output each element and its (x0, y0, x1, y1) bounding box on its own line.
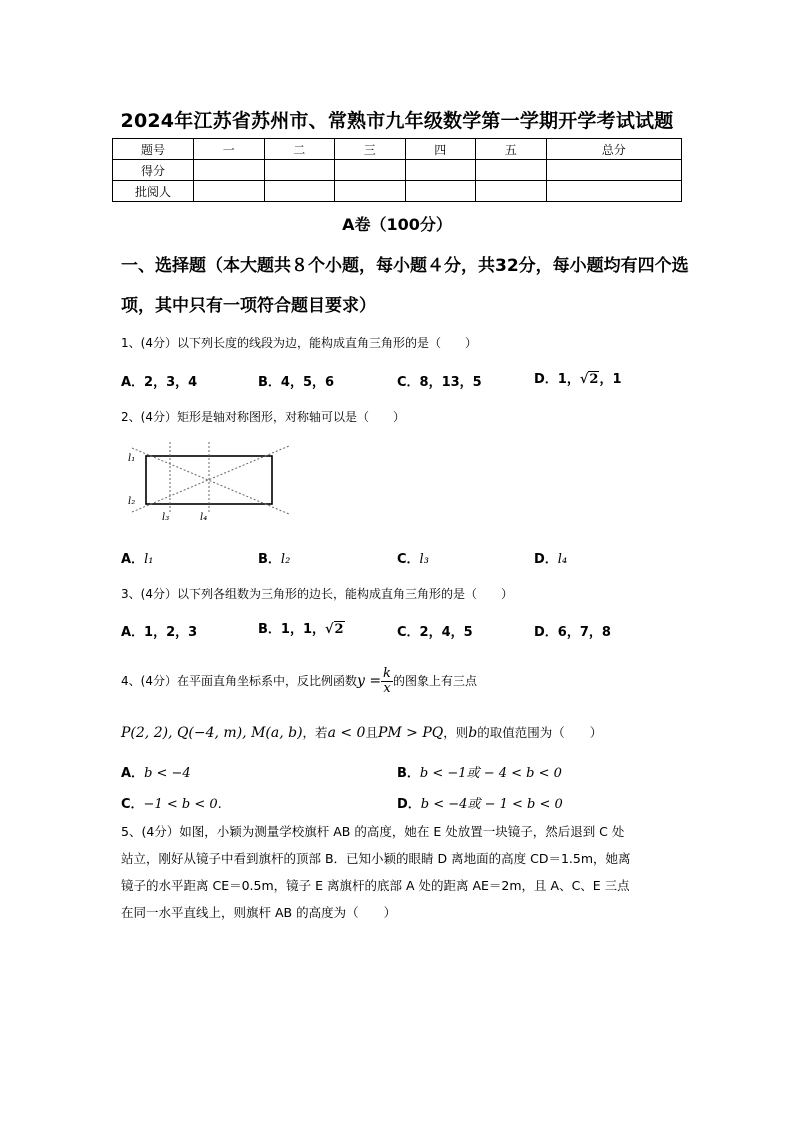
score-table-header-row (113, 139, 682, 160)
score-cell[interactable] (405, 160, 476, 181)
section-a-heading: A卷（100分） (342, 215, 452, 234)
q5-line-2: 站立，刚好从镜子中看到旗杆的顶部 B．已知小颖的眼睛 D 离地面的高度 CD＝1.5m，她离 (121, 851, 631, 866)
reviewer-cell[interactable] (264, 181, 335, 202)
score-cell[interactable] (194, 160, 265, 181)
q2-stem: 2、(4分）矩形是轴对称图形，对称轴可以是（ ） (121, 410, 405, 424)
q4-variable-b: b (468, 725, 478, 741)
score-cell[interactable] (476, 160, 547, 181)
q4-option-c-value: −1 < b < 0. (143, 797, 222, 812)
q1-option-b[interactable]: B．4，5，6 (258, 375, 335, 390)
q4-fraction (381, 667, 393, 696)
q4-text-end: 的取值范围为（ ） (477, 725, 603, 740)
q4-option-d-label: D． (397, 797, 421, 812)
q4-stem-suffix: 的图象上有三点 (392, 674, 477, 688)
q4-condition-a: a < 0 (327, 725, 366, 741)
score-row-label: 得分 (113, 160, 194, 181)
q3-option-b[interactable] (258, 618, 345, 637)
q2-option-a[interactable] (121, 548, 153, 567)
reviewer-row (113, 181, 682, 202)
sqrt-icon: √2 (579, 372, 599, 387)
reviewer-cell[interactable] (476, 181, 547, 202)
q5-line-1: 5、(4分）如图，小颖为测量学校旗杆 AB 的高度，她在 E 处放置一块镜子，然后退到 C 处 (121, 824, 625, 839)
q4-text-and: 且 (365, 725, 378, 740)
score-header-cell: 四 (405, 139, 476, 160)
q5-line-4: 在同一水平直线上，则旗杆 AB 的高度为（ ） (121, 905, 397, 920)
reviewer-cell[interactable] (335, 181, 406, 202)
q4-option-b-label: B． (397, 766, 420, 781)
score-header-cell: 二 (264, 139, 335, 160)
q4-option-a[interactable] (121, 762, 191, 781)
q3-option-c[interactable]: C．2，4，5 (397, 625, 473, 640)
q1-option-d[interactable] (534, 368, 621, 387)
q4-option-b[interactable] (397, 762, 562, 781)
q4-stem (121, 662, 477, 700)
q1-option-d-radicand: 2 (589, 372, 599, 387)
q4-fraction-numerator: k (383, 666, 391, 681)
q4-text-mid: ，若 (302, 725, 328, 740)
score-table (112, 138, 682, 202)
q4-condition-pm: PM > PQ (377, 725, 444, 741)
score-cell[interactable] (335, 160, 406, 181)
q2-option-c[interactable] (397, 548, 429, 567)
sqrt-icon: √2 (325, 622, 344, 637)
q2-option-b[interactable] (258, 548, 290, 567)
score-cell[interactable] (264, 160, 335, 181)
q2-option-c-value: l₃ (419, 552, 429, 567)
figure-label-l3: l₃ (162, 512, 170, 523)
q3-option-b-radicand: 2 (334, 622, 344, 637)
score-header-cell: 题号 (113, 139, 194, 160)
q4-fraction-denominator: x (383, 681, 391, 696)
figure-label-l2: l₂ (128, 496, 136, 507)
q2-option-d[interactable] (534, 548, 567, 567)
q4-option-a-value: b < −4 (144, 766, 191, 781)
q1-option-a[interactable]: A．2，3，4 (121, 375, 198, 390)
q4-option-c[interactable] (121, 793, 222, 812)
q4-option-d[interactable] (397, 793, 563, 812)
score-header-cell: 五 (476, 139, 547, 160)
reviewer-cell[interactable] (194, 181, 265, 202)
q3-option-a[interactable]: A．1，2，3 (121, 625, 198, 640)
q4-stem-prefix: 4、(4分）在平面直角坐标系中，反比例函数 (121, 674, 357, 688)
figure-label-l1: l₁ (128, 453, 136, 464)
q1-option-d-prefix: D．1， (534, 372, 580, 387)
q4-text-then: ，则 (443, 725, 469, 740)
q4-conditions (121, 723, 602, 741)
q4-option-d-value: b < −4或 − 1 < b < 0 (420, 797, 563, 812)
q4-points: P(2, 2), Q(−4, m), M(a, b) (121, 725, 303, 741)
q2-option-c-label: C． (397, 552, 420, 567)
q2-option-a-value: l₁ (144, 552, 154, 567)
reviewer-row-label: 批阅人 (113, 181, 194, 202)
q4-option-a-label: A． (121, 766, 145, 781)
q4-option-c-label: C． (121, 797, 144, 812)
q2-option-b-label: B． (258, 552, 281, 567)
q2-option-a-label: A． (121, 552, 145, 567)
q3-option-b-prefix: B．1，1， (258, 622, 325, 637)
q5-line-3: 镜子的水平距离 CE＝0.5m，镜子 E 离旗杆的底部 A 处的距离 AE＝2m，且 A、C、E 三点 (121, 878, 630, 893)
score-cell[interactable] (546, 160, 682, 181)
q1-option-c[interactable]: C．8，13，5 (397, 375, 482, 390)
q2-option-d-value: l₄ (557, 552, 568, 567)
part1-title: 一、选择题（本大题共８个小题，每小题４分，共32分，每小题均有四个选项，其中只有一项符合题目要求） (121, 256, 689, 316)
score-row (113, 160, 682, 181)
q2-option-b-value: l₂ (280, 552, 291, 567)
q4-function-lhs: y = (356, 673, 382, 689)
score-header-cell: 一 (194, 139, 265, 160)
q1-option-d-suffix: ，1 (599, 372, 622, 387)
rectangle-axes-figure (124, 440, 294, 524)
q3-stem: 3、(4分）以下列各组数为三角形的边长，能构成直角三角形的是（ ） (121, 587, 513, 601)
score-header-cell: 三 (335, 139, 406, 160)
q5-paragraph (121, 818, 681, 926)
reviewer-cell[interactable] (546, 181, 682, 202)
q3-option-d[interactable]: D．6，7，8 (534, 625, 611, 640)
q2-option-d-label: D． (534, 552, 558, 567)
q4-option-b-value: b < −1或 − 4 < b < 0 (419, 766, 562, 781)
reviewer-cell[interactable] (405, 181, 476, 202)
page-title: 2024年江苏省苏州市、常熟市九年级数学第一学期开学考试试题 (120, 110, 674, 132)
score-header-cell: 总分 (546, 139, 682, 160)
figure-label-l4: l₄ (200, 512, 208, 523)
q1-stem: 1、(4分）以下列长度的线段为边，能构成直角三角形的是（ ） (121, 336, 477, 350)
